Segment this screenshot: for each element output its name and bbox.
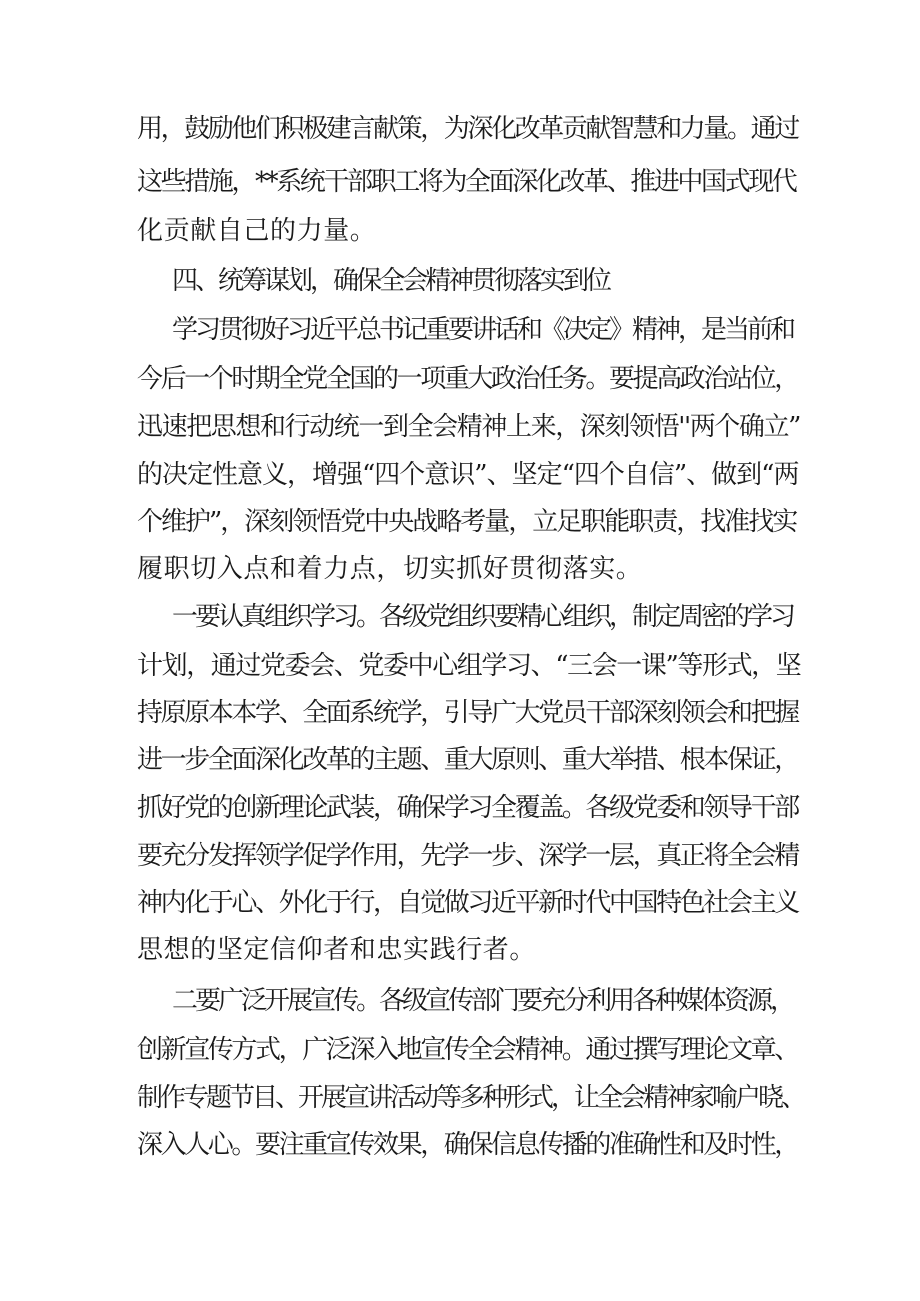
paragraph-line: 要充分发挥领学促学作用，先学一步、深学一层，真正将全会精	[137, 841, 798, 871]
paragraph-line: 神内化于心、外化于行，自觉做习近平新时代中国特色社会主义	[137, 888, 798, 918]
paragraph-line: 学习贯彻好习近平总书记重要讲话和《决定》精神，是当前和	[172, 315, 794, 345]
paragraph-line: 制作专题节目、开展宣讲活动等多种形式，让全会精神家喻户晓、	[137, 1083, 805, 1113]
paragraph-line: 持原原本本学、全面系统学，引导广大党员干部深刻领会和把握	[137, 698, 798, 728]
paragraph-line: 抓好党的创新理论武装，确保学习全覆盖。各级党委和领导干部	[137, 793, 798, 823]
paragraph-line: 履职切入点和着力点，切实抓好贯彻落实。	[137, 554, 643, 584]
paragraph-line: 进一步全面深化改革的主题、重大原则、重大举措、根本保证，	[137, 745, 798, 775]
paragraph-line: 迅速把思想和行动统一到全会精神上来，深刻领悟''两个确立”	[137, 412, 800, 442]
paragraph-line: 创新宣传方式，广泛深入地宣传全会精神。通过撰写理论文章、	[137, 1035, 798, 1065]
paragraph-line: 二要广泛开展宣传。各级宣传部门要充分利用各种媒体资源，	[172, 986, 794, 1016]
paragraph-line: 思想的坚定信仰者和忠实践行者。	[137, 935, 537, 965]
paragraph-line: 计划，通过党委会、党委中心组学习、“三会一课”等形式，坚	[137, 651, 801, 681]
section-heading: 四、统筹谋划，确保全会精神贯彻落实到位	[172, 266, 610, 296]
paragraph-line: 深入人心。要注重宣传效果，确保信息传播的准确性和及时性，	[137, 1130, 798, 1160]
paragraph-line: 一要认真组织学习。各级党组织要精心组织，制定周密的学习	[172, 602, 794, 632]
paragraph-line: 用，鼓励他们积极建言献策，为深化改革贡献智慧和力量。通过	[137, 114, 798, 144]
paragraph-line: 个维护”，深刻领悟党中央战略考量，立足职能职责，找准找实	[137, 507, 797, 537]
paragraph-line: 化贡献自己的力量。	[137, 216, 377, 246]
paragraph-line: 的决定性意义，增强“四个意识”、坚定“四个自信”、做到“两	[137, 460, 799, 490]
paragraph-line: 今后一个时期全党全国的一项重大政治任务。要提高政治站位，	[137, 364, 798, 394]
paragraph-line: 这些措施，**系统干部职工将为全面深化改革、推进中国式现代	[137, 167, 796, 197]
